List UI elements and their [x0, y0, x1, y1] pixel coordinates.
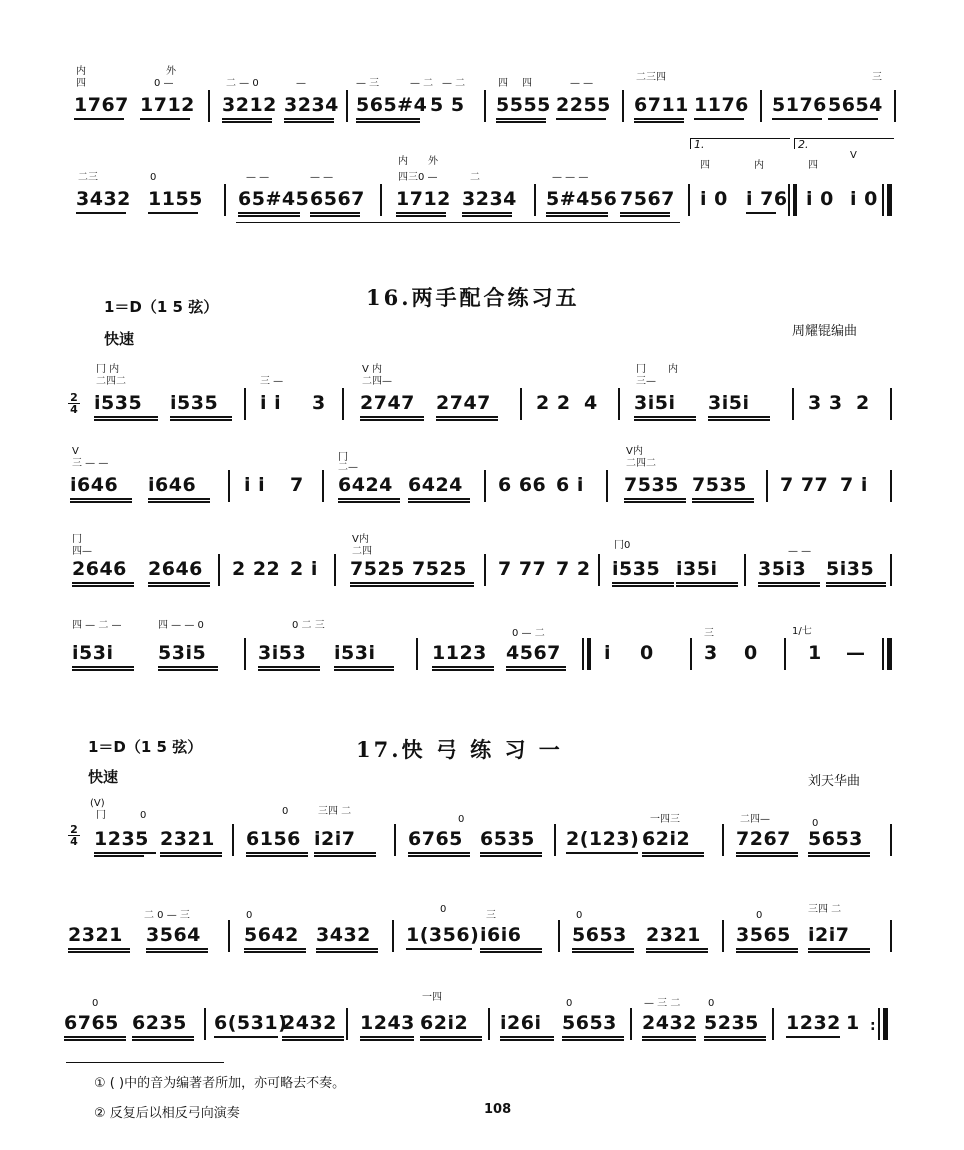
fingering-mark: 0 — [756, 910, 763, 921]
tempo-marking: 快速 — [104, 330, 135, 348]
note-group: i646 — [148, 474, 197, 496]
note-group: 7 77 — [780, 474, 829, 496]
fingering-mark: V — [850, 150, 857, 161]
note-group: i53i — [334, 642, 376, 664]
piece-title: 17.快 弓 练 习 一 — [356, 737, 563, 762]
volta-bracket-1: 1. — [690, 138, 790, 149]
piece16-row-2 — [0, 444, 964, 494]
fingering-mark: 四三0 — — [398, 172, 438, 183]
note-group: 6765 — [64, 1012, 119, 1034]
fingering-mark: V内 — [352, 534, 369, 545]
volta-bracket-2: 2. — [794, 138, 894, 149]
note-group: i53i — [72, 642, 114, 664]
fingering-mark: — — — [570, 78, 594, 89]
note-group: 1232 — [786, 1012, 841, 1034]
note-group: 3432 — [316, 924, 371, 946]
piece16-row-4 — [0, 612, 964, 662]
fingering-mark: 四— — [72, 546, 92, 557]
fingering-mark: 0 二 三 — [292, 620, 325, 631]
note-group: 2321 — [68, 924, 123, 946]
note-group: 3565 — [736, 924, 791, 946]
note-group: 5i35 — [826, 558, 875, 580]
fingering-mark: 四 — [808, 160, 818, 171]
note-group: 6424 — [408, 474, 463, 496]
fingering-mark: 内 — [76, 66, 86, 77]
note-group: 2646 — [148, 558, 203, 580]
fingering-mark: 四 — [498, 78, 508, 89]
note-group: 1712 — [396, 188, 451, 210]
fingering-mark: 一四三 — [650, 814, 680, 825]
piece17-row-2 — [0, 892, 964, 946]
note-group: 6 66 — [498, 474, 547, 496]
note-group: 2 i — [290, 558, 318, 580]
note-group: 2321 — [646, 924, 701, 946]
note-group: 7535 — [624, 474, 679, 496]
fingering-mark: 四 — 二 — — [72, 620, 122, 631]
note-group: 7535 — [692, 474, 747, 496]
fingering-mark: 二三 — [78, 172, 98, 183]
note-group: 2646 — [72, 558, 127, 580]
fingering-mark: 二 0 — 三 — [144, 910, 190, 921]
note-group: 1767 — [74, 94, 129, 116]
note-group: 1155 — [148, 188, 203, 210]
top-row-2 — [0, 138, 964, 210]
note-group: 62i2 — [642, 828, 691, 850]
note-group: i 0 — [850, 188, 878, 210]
tempo-marking: 快速 — [88, 768, 119, 786]
fingering-mark: 冂 — [72, 534, 82, 545]
piece17-row-3: 0 一四 0 — 三 二 0 6765 6235 6(531) 2432 1243 62i2 i26i 5653 2432 5235 1232 1 : — [0, 984, 964, 1034]
footnote-1: ① ( )中的音为编著者所加，亦可略去不奏。 — [94, 1076, 346, 1091]
note-group: 1 — [808, 642, 822, 664]
note-group: i535 — [170, 392, 219, 414]
note-group: i6i6 — [480, 924, 522, 946]
note-group: i2i7 — [314, 828, 356, 850]
key-signature: 1＝D（1 5 弦） — [104, 298, 219, 316]
note-group: 3212 — [222, 94, 277, 116]
note-group: 2747 — [360, 392, 415, 414]
note-group: 6(531) — [214, 1012, 288, 1034]
note-group: 5235 — [704, 1012, 759, 1034]
note-group: i35i — [676, 558, 718, 580]
note-group: 7 — [290, 474, 304, 496]
fingering-mark: 内 — [668, 364, 678, 375]
fingering-mark: 三— — [636, 376, 656, 387]
fingering-mark: — — — [788, 546, 812, 557]
note-group: 5#456 — [546, 188, 618, 210]
note-group: 2 22 — [232, 558, 281, 580]
fingering-mark: — 二 — [442, 78, 466, 89]
fingering-mark: V — [72, 446, 79, 457]
footnote-rule — [66, 1062, 224, 1063]
fingering-mark: — — — — [552, 172, 589, 183]
note-group: 6 i — [556, 474, 584, 496]
fingering-mark: 0 — [458, 814, 465, 825]
fingering-mark: 二 — 0 — [226, 78, 259, 89]
note-group: 7 i — [840, 474, 868, 496]
note-group: i 0 — [806, 188, 834, 210]
fingering-mark: 冂 — [338, 452, 348, 463]
note-group: 1(356) — [406, 924, 480, 946]
note-group: 7 77 — [498, 558, 547, 580]
note-group: 1243 — [360, 1012, 415, 1034]
note-group: 4 — [584, 392, 598, 414]
fingering-mark: 0 — [140, 810, 147, 821]
fingering-mark: — — — [246, 172, 270, 183]
piece-title: 16.两手配合练习五 — [366, 285, 580, 310]
piece16-row-3 — [0, 530, 964, 580]
fingering-mark: 内 — [398, 156, 408, 167]
fingering-mark: 外 — [428, 156, 438, 167]
fingering-mark: — 二 — [410, 78, 434, 89]
fingering-mark: 四 — [76, 78, 86, 89]
note-group: i — [604, 642, 612, 664]
fingering-mark: V 内 — [362, 364, 383, 375]
page-number: 108 — [484, 1102, 512, 1117]
note-group: 4567 — [506, 642, 561, 664]
note-group: 3 3 — [808, 392, 843, 414]
note-group: 3432 — [76, 188, 131, 210]
fingering-mark: — 三 二 — [644, 998, 681, 1009]
fingering-mark: 冂 内 — [96, 364, 120, 375]
note-group: 0 — [744, 642, 758, 664]
note-group: 3 — [704, 642, 718, 664]
note-group: 3234 — [462, 188, 517, 210]
fingering-mark: 四 — [700, 160, 710, 171]
note-group: 5642 — [244, 924, 299, 946]
note-group: 6156 — [246, 828, 301, 850]
fingering-mark: 三 — [486, 910, 496, 921]
note-group: 1123 — [432, 642, 487, 664]
fingering-mark: 二四— — [740, 814, 770, 825]
note-group: 1176 — [694, 94, 749, 116]
fingering-mark: 冂0 — [614, 540, 631, 551]
fingering-mark: 0 — [282, 806, 289, 817]
fingering-mark: 二 — [470, 172, 480, 183]
fingering-mark: — — — [310, 172, 334, 183]
note-group: 3i5i — [634, 392, 676, 414]
fingering-mark: 0 — [566, 998, 573, 1009]
fingering-mark: 一四 — [422, 992, 442, 1003]
key-signature: 1＝D（1 5 弦） — [88, 738, 203, 756]
fingering-mark: 内 — [754, 160, 764, 171]
fingering-mark: 四 — — 0 — [158, 620, 204, 631]
note-group: 35i3 — [758, 558, 807, 580]
fingering-mark: (V) — [90, 798, 105, 809]
note-group: 6535 — [480, 828, 535, 850]
fingering-mark: 0 — [708, 998, 715, 1009]
composer-credit: 周耀锟编曲 — [792, 324, 858, 339]
note-group: 3 — [312, 392, 326, 414]
fingering-mark: 二— — [338, 462, 358, 473]
time-signature: 2 4 — [68, 824, 80, 847]
fingering-mark: 0 — [576, 910, 583, 921]
note-group: 1235 — [94, 828, 149, 850]
fingering-mark: 0 — 二 — [512, 628, 545, 639]
note-group: 65#45 — [238, 188, 310, 210]
note-group: i i — [244, 474, 266, 496]
fingering-mark: 0 — [246, 910, 253, 921]
note-group: 3234 — [284, 94, 339, 116]
fingering-mark: 二四 — [352, 546, 372, 557]
fingering-mark: 0 — [150, 172, 157, 183]
note-group: 3i5i — [708, 392, 750, 414]
note-group: i535 — [612, 558, 661, 580]
note-group: 53i5 — [158, 642, 207, 664]
fingering-mark: 二四二 — [96, 376, 126, 387]
note-group: i646 — [70, 474, 119, 496]
note-group: 7567 — [620, 188, 675, 210]
note-group: 1 — [846, 1012, 860, 1034]
note-group: 3564 — [146, 924, 201, 946]
note-group: 5653 — [808, 828, 863, 850]
piece16-row-1 — [0, 362, 964, 416]
fingering-mark: 三 — [704, 628, 714, 639]
note-group: 7525 — [350, 558, 405, 580]
fingering-mark: 三四 二 — [318, 806, 352, 817]
fingering-mark: 1/七 — [792, 626, 812, 637]
fingering-mark: 0 — [92, 998, 99, 1009]
fingering-mark: 外 — [166, 66, 176, 77]
note-group: 2432 — [282, 1012, 337, 1034]
note-group: 2321 — [160, 828, 215, 850]
fingering-mark: 三四 二 — [808, 904, 842, 915]
composer-credit: 刘天华曲 — [808, 774, 861, 789]
fingering-mark: 0 — [812, 818, 819, 829]
note-group: i2i7 — [808, 924, 850, 946]
time-signature: 2 4 — [68, 392, 80, 415]
note-group: 2 — [856, 392, 870, 414]
note-group: 0 — [640, 642, 654, 664]
fingering-mark: 冂 — [96, 810, 106, 821]
note-group: 5555 — [496, 94, 551, 116]
note-group: 6765 — [408, 828, 463, 850]
fingering-mark: — — [296, 78, 306, 89]
note-group: 2 2 — [536, 392, 571, 414]
fingering-mark: 四 — [522, 78, 532, 89]
fingering-mark: 三 — — [260, 376, 284, 387]
note-group: i 76 — [746, 188, 788, 210]
note-group: i26i — [500, 1012, 542, 1034]
note-group: 2432 — [642, 1012, 697, 1034]
note-group: 6711 — [634, 94, 689, 116]
note-group: 5654 — [828, 94, 883, 116]
note-group: 5176 — [772, 94, 827, 116]
note-group: 3i53 — [258, 642, 307, 664]
fingering-mark: 二四— — [362, 376, 392, 387]
fingering-mark: — 三 — [356, 78, 380, 89]
note-group: 7267 — [736, 828, 791, 850]
footnote-2: ② 反复后以相反弓向演奏 — [94, 1106, 240, 1121]
fingering-mark: 二三四 — [636, 72, 666, 83]
note-group: 6567 — [310, 188, 365, 210]
note-group: 2(123) — [566, 828, 640, 850]
note-group: 5653 — [572, 924, 627, 946]
fingering-mark: 三 — — — [72, 458, 109, 469]
fingering-mark: V内 — [626, 446, 643, 457]
note-group: 6424 — [338, 474, 393, 496]
note-group: i535 — [94, 392, 143, 414]
fingering-mark: 冂 — [636, 364, 646, 375]
note-group: 565#4 — [356, 94, 428, 116]
note-group: 5 5 — [430, 94, 465, 116]
note-group: 62i2 — [420, 1012, 469, 1034]
fingering-mark: 二四二 — [626, 458, 656, 469]
piece17-row-1 — [0, 796, 964, 850]
note-group: i 0 — [700, 188, 728, 210]
note-group: 7525 — [412, 558, 467, 580]
note-group: — — [846, 642, 866, 664]
note-group: i i — [260, 392, 282, 414]
note-group: 7 2 — [556, 558, 591, 580]
note-group: 6235 — [132, 1012, 187, 1034]
note-group: 1712 — [140, 94, 195, 116]
fingering-mark: 三 — [872, 72, 882, 83]
top-row-1 — [0, 62, 964, 116]
fingering-mark: 0 — — [154, 78, 174, 89]
note-group: 2255 — [556, 94, 611, 116]
note-group: 2747 — [436, 392, 491, 414]
fingering-mark: 0 — [440, 904, 447, 915]
note-group: 5653 — [562, 1012, 617, 1034]
